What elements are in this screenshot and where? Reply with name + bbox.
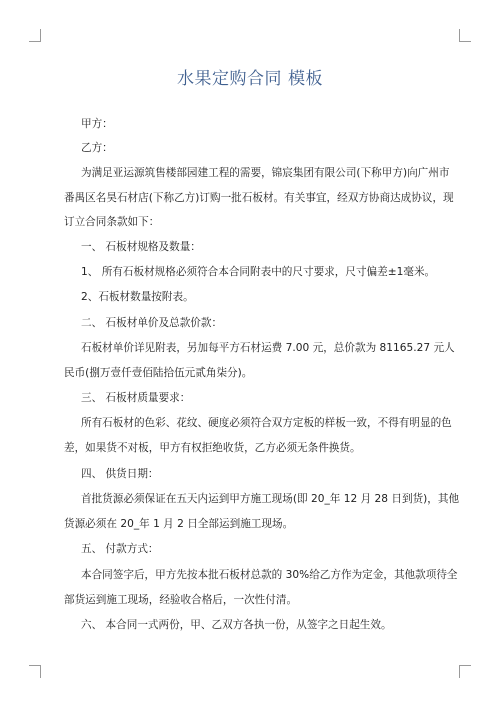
party-a-label: 甲方： — [81, 118, 113, 130]
section-2-line-1: 石板材单价详见附表，另加每平方石材运费 7.00 元，总价款为 81165.27 元人 — [81, 342, 455, 354]
section-4-line-2: 货源必须在 20_年 1 月 2 日全部运到施工现场。 — [64, 518, 294, 530]
crop-mark-top-right-v — [459, 29, 460, 42]
section-1-item-1: 1、 所有石板材规格必须符合本合同附表中的尺寸要求，尺寸偏差±1毫米。 — [81, 266, 436, 278]
section-5-line-2: 部货运到施工现场，经验收合格后，一次性付清。 — [64, 594, 298, 606]
crop-mark-bottom-left-v — [40, 665, 41, 678]
intro-line-1: 为满足亚运源筑售楼部园建工程的需要，锦宸集团有限公司(下称甲方)向广州市 — [81, 167, 450, 179]
document-title: 水果定购合同 模板 — [177, 69, 323, 89]
intro-line-2: 番禺区名昊石材店(下称乙方)订购一批石板材。有关事宜，经双方协商达成协议，现 — [64, 192, 454, 204]
section-4-heading: 四、 供货日期： — [81, 468, 159, 480]
section-2-line-2: 民币(捌万壹仟壹佰陆拾伍元贰角柒分)。 — [64, 367, 253, 379]
crop-mark-top-right — [459, 41, 471, 42]
section-3-line-2: 差，如果货不对板，甲方有权拒绝收货，乙方必须无条件换货。 — [64, 442, 361, 454]
section-2-heading: 二、 石板材单价及总款价款： — [81, 317, 223, 329]
section-1-item-2: 2、石板材数量按附表。 — [81, 291, 194, 303]
section-3-heading: 三、 石板材质量要求： — [81, 392, 191, 404]
crop-mark-top-left-v — [40, 29, 41, 42]
crop-mark-bottom-right — [459, 665, 471, 666]
section-3-line-1: 所有石板材的色彩、花纹、硬度必须符合双方定板的样板一致，不得有明显的色 — [81, 417, 452, 429]
intro-line-3: 订立合同条款如下： — [64, 216, 160, 228]
section-4-line-1: 首批货源必须保证在五天内运到甲方施工现场(即 20_年 12 月 28 日到货)，其他 — [81, 493, 460, 505]
section-5-line-1: 本合同签字后，甲方先按本批石板材总款的 30%给乙方作为定金，其他款项待全 — [81, 569, 458, 581]
party-b-label: 乙方： — [81, 142, 113, 154]
section-6-text: 六、 本合同一式两份，甲、乙双方各执一份，从签字之日起生效。 — [81, 619, 392, 631]
section-5-heading: 五、 付款方式： — [81, 543, 159, 555]
crop-mark-bottom-right-v — [459, 665, 460, 678]
section-1-heading: 一、 石板材规格及数量： — [81, 241, 201, 253]
